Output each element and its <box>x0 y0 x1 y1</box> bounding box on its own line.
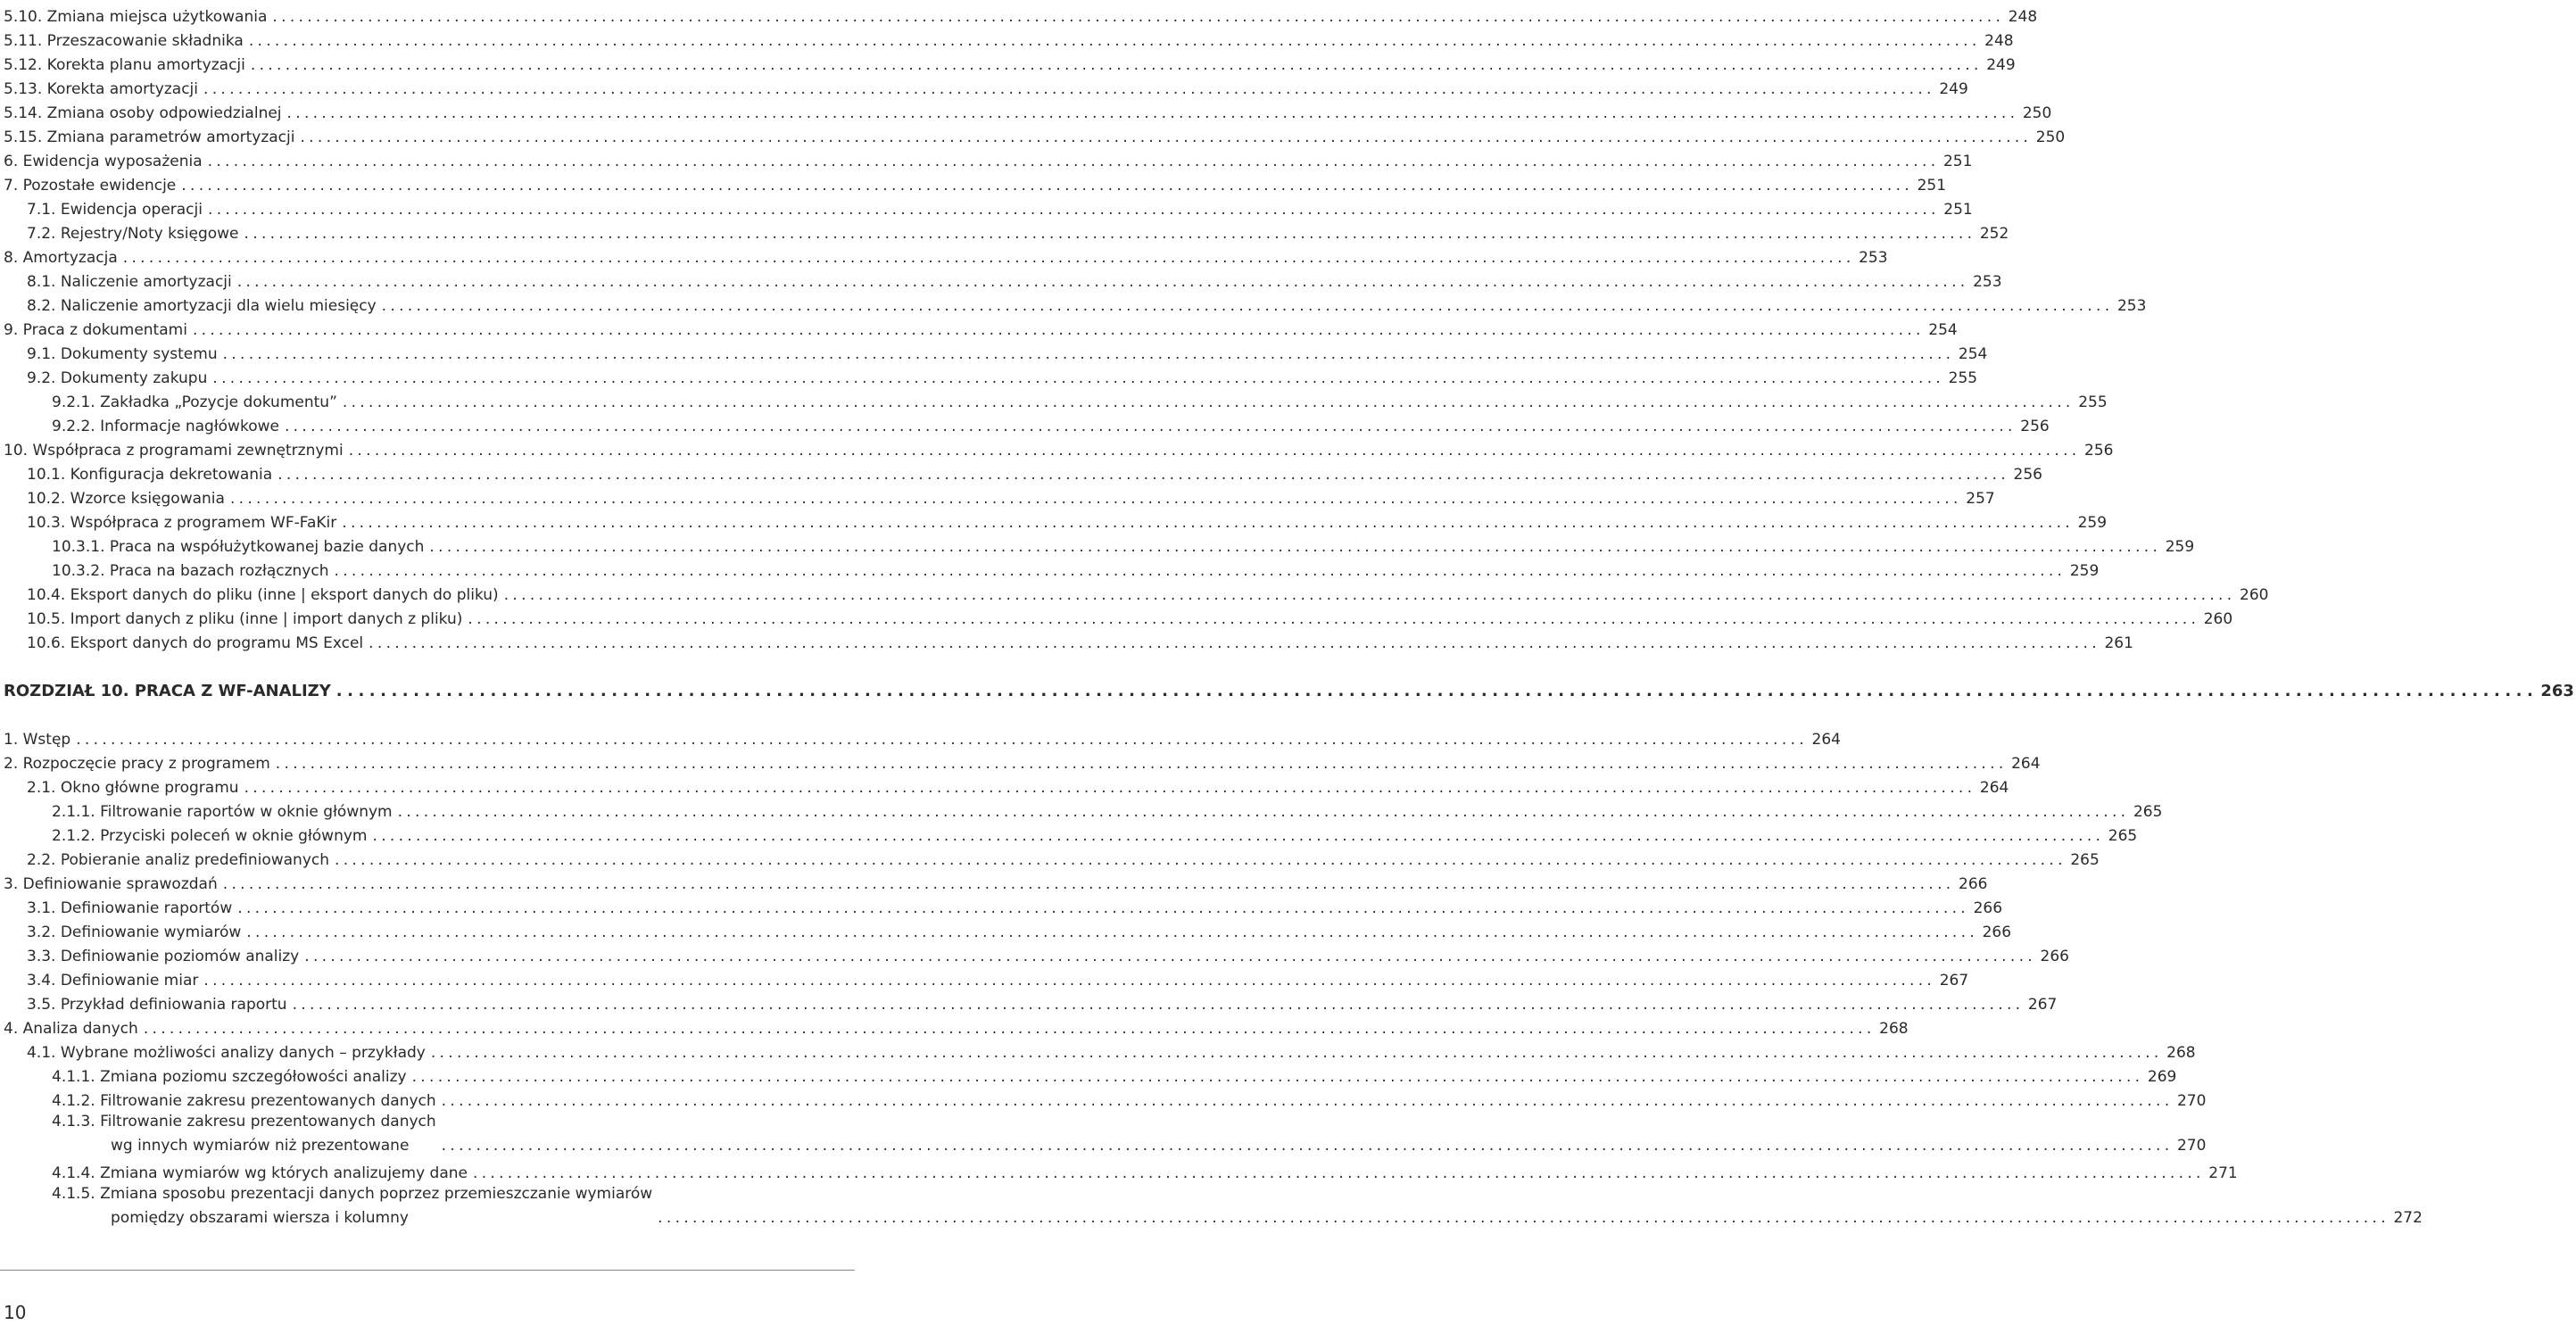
toc-entry-label: 1. Wstęp <box>4 731 71 749</box>
toc-entry <box>0 749 2041 773</box>
dot-leader: ........................................................................................................................................................................................................ <box>244 225 1976 243</box>
toc-entry-page: 249 <box>1986 56 2016 74</box>
toc-entry-label: 5.12. Korekta planu amortyzacji <box>4 56 245 74</box>
toc-entry <box>0 1086 2207 1110</box>
toc-entry-page: 248 <box>2008 8 2038 26</box>
toc-entry <box>0 74 1968 98</box>
toc-entry-page: 261 <box>2104 634 2133 652</box>
toc-entry-label: 2.1.2. Przyciski poleceń w oknie głównym <box>52 827 368 845</box>
toc-entry-label: 9.2. Dokumenty zakupu <box>27 369 208 387</box>
toc-entry <box>0 243 1888 267</box>
toc-entry-page: 250 <box>2035 128 2066 146</box>
toc-entry-label: 3. Definiowanie sprawozdań <box>4 875 218 893</box>
toc-entry-label: 10.3.2. Praca na bazach rozłącznych <box>52 562 329 580</box>
toc-entry-page: 248 <box>1984 32 2014 50</box>
dot-leader: ........................................................................................................................................................................................................ <box>122 249 1855 267</box>
dot-leader: ........................................................................................................................................................................................................ <box>277 466 2009 484</box>
toc-entry-label: 3.2. Definiowanie wymiarów <box>27 923 242 941</box>
dot-leader: ........................................................................................................................................................................................................ <box>292 996 2025 1014</box>
toc-entry-label: 2.1.1. Filtrowanie raportów w oknie głównym <box>52 803 393 821</box>
toc-entry <box>0 773 2009 797</box>
dot-leader: ........................................................................................................................................................................................................ <box>76 731 1808 749</box>
toc-entry-label: 3.3. Definiowanie poziomów analizy <box>27 948 300 965</box>
toc-entry <box>0 1062 2177 1086</box>
dot-leader: ........................................................................................................................................................................................................ <box>441 1092 2174 1110</box>
toc-entry-label: 10.5. Import danych z pliku (inne | import danych z pliku) <box>27 610 463 628</box>
toc-entry-page: 259 <box>2077 514 2108 532</box>
dot-leader: ........................................................................................................................................................................................................ <box>237 899 1970 917</box>
dot-leader: ........................................................................................................................................................................................................ <box>286 104 2019 122</box>
toc-entry <box>0 195 1973 219</box>
toc-entry-page: 255 <box>2078 393 2108 411</box>
toc-entry <box>0 893 2003 917</box>
page-number: 10 <box>4 1302 27 1323</box>
dot-leader: ........................................................................................................................................................................................................ <box>207 201 1940 219</box>
toc-entry <box>0 965 1969 990</box>
toc-entry-page: 268 <box>2166 1044 2196 1062</box>
toc-entry-label: 3.4. Definiowanie miar <box>27 972 199 990</box>
toc-entry <box>0 98 2052 122</box>
toc-entry <box>0 387 2108 411</box>
toc-entry-label: 4. Analiza danych <box>4 1020 138 1038</box>
toc-entry-label: 4.1. Wybrane możliwości analizy danych – przykłady <box>27 1044 426 1062</box>
toc-entry <box>0 1038 2196 1062</box>
dot-leader: ........................................................................................................................................................................................................ <box>441 1137 2174 1155</box>
toc-entry-label: 10.2. Wzorce księgowania <box>27 490 225 508</box>
toc-entry-page: 266 <box>1973 899 2003 917</box>
toc-entry-label: 3.1. Definiowanie raportów <box>27 899 233 917</box>
toc-entry-label-continued: wg innych wymiarów niż prezentowane <box>111 1137 410 1155</box>
toc-entry-label: 9.2.1. Zakładka „Pozycje dokumentu” <box>52 393 337 411</box>
toc-entry-page: 266 <box>2040 948 2069 965</box>
dot-leader: ........................................................................................................................................................................................................ <box>348 442 2081 460</box>
toc-entry-label: 8. Amortyzacja <box>4 249 118 267</box>
dot-leader: ........................................................................................................................................................................................................ <box>381 297 2114 315</box>
dot-leader: ........................................................................................................................................................................................................ <box>300 128 2033 146</box>
toc-entry <box>0 170 1947 195</box>
toc-entry-label: 5.14. Zmiana osoby odpowiedzialnej <box>4 104 282 122</box>
toc-entry <box>0 797 2163 821</box>
toc-entry <box>0 484 1995 508</box>
toc-entry-page: 268 <box>1879 1020 1909 1038</box>
dot-leader: ........................................................................................................................................................................................................ <box>248 32 1981 50</box>
dot-leader: ........................................................................................................................................................................................................ <box>335 851 2067 869</box>
toc-entry-label: 2.2. Pobieranie analiz predefiniowanych <box>27 851 330 869</box>
toc-entry <box>0 917 2012 941</box>
toc-entry-page: 250 <box>2022 104 2052 122</box>
toc-entry-label: 2.1. Okno główne programu <box>27 779 239 797</box>
dot-leader: ........................................................................................................................................................................................................ <box>468 610 2200 628</box>
toc-entry-label: 10. Współpraca z programami zewnętrznymi <box>4 442 344 460</box>
dot-leader: ........................................................................................................................................................................................................ <box>472 1164 2205 1182</box>
toc-entry-label: 2. Rozpoczęcie pracy z programem <box>4 755 270 773</box>
toc-entry-page: 266 <box>1982 923 2012 941</box>
dot-leader: ........................................................................................................................................................................................................ <box>342 514 2075 532</box>
toc-entry-label: 4.1.5. Zmiana sposobu prezentacji danych poprzez przemieszczanie wymiarów <box>52 1185 653 1203</box>
toc-entry <box>0 291 2147 315</box>
toc-entry-page: 252 <box>1979 225 2009 243</box>
toc-entry <box>0 315 1958 339</box>
toc-entry <box>0 435 2114 460</box>
dot-leader: ........................................................................................................................................................................................................ <box>334 562 2067 580</box>
toc-entry-page: 267 <box>2027 996 2058 1014</box>
toc-entry-page: 265 <box>2108 827 2138 845</box>
toc-entry-page: 263 <box>2540 682 2574 700</box>
dot-leader: ........................................................................................................................................................................................................ <box>272 8 2005 26</box>
dot-leader: ........................................................................................................................................................................................................ <box>430 1044 2163 1062</box>
footer-divider <box>0 1270 855 1271</box>
toc-entry <box>0 532 2195 556</box>
toc-entry-page: 260 <box>2240 586 2269 604</box>
toc-entry-page: 256 <box>2020 418 2050 435</box>
toc-entry <box>0 2 2038 26</box>
toc-entry-page: 259 <box>2069 562 2100 580</box>
toc-entry-label: 7.1. Ewidencja operacji <box>27 201 203 219</box>
toc-entry <box>0 869 1988 893</box>
dot-leader: ........................................................................................................................................................................................................ <box>372 827 2105 845</box>
toc-entry <box>0 50 2016 74</box>
dot-leader: ........................................................................................................................................................................................................ <box>192 321 1925 339</box>
dot-leader: ........................................................................................................................................................................................................ <box>284 418 2017 435</box>
toc-entry-page: 256 <box>2013 466 2042 484</box>
dot-leader: ........................................................................................................................................................................................................ <box>335 682 2539 700</box>
dot-leader: ........................................................................................................................................................................................................ <box>203 80 1935 98</box>
toc-entry-label: 8.1. Naliczenie amortyzacji <box>27 273 232 291</box>
toc-entry-page: 266 <box>1959 875 1988 893</box>
toc-entry-label: 5.13. Korekta amortyzacji <box>4 80 198 98</box>
toc-entry-page: 269 <box>2147 1068 2177 1086</box>
chapter-title: ROZDZIAŁ 10. PRACA Z WF-ANALIZY <box>4 682 331 700</box>
dot-leader: ........................................................................................................................................................................................................ <box>229 490 1962 508</box>
dot-leader: ........................................................................................................................................................................................................ <box>429 538 2162 556</box>
toc-entry <box>0 604 2233 628</box>
toc-entry-page: 270 <box>2176 1092 2207 1110</box>
toc-entry-label: 5.10. Zmiana miejsca użytkowania <box>4 8 268 26</box>
toc-entry-page: 271 <box>2208 1164 2238 1182</box>
toc-entry-page: 256 <box>2084 442 2114 460</box>
dot-leader: ........................................................................................................................................................................................................ <box>503 586 2236 604</box>
dot-leader: ........................................................................................................................................................................................................ <box>411 1068 2144 1086</box>
toc-entry-page: 253 <box>1973 273 2002 291</box>
dot-leader: ........................................................................................................................................................................................................ <box>181 177 1914 195</box>
toc-entry-page: 255 <box>1948 369 1978 387</box>
toc-entry-page: 272 <box>2393 1209 2423 1227</box>
toc-entry-label-continued: pomiędzy obszarami wiersza i kolumny <box>111 1209 409 1227</box>
toc-chapter-heading <box>0 676 2574 700</box>
dot-leader: ........................................................................................................................................................................................................ <box>246 923 1979 941</box>
toc-entry-label: 9. Praca z dokumentami <box>4 321 187 339</box>
toc-entry <box>0 26 2014 50</box>
dot-leader: ........................................................................................................................................................................................................ <box>222 875 1955 893</box>
toc-entry-label: 5.15. Zmiana parametrów amortyzacji <box>4 128 295 146</box>
toc-entry <box>0 580 2269 604</box>
toc-entry-page: 264 <box>2011 755 2041 773</box>
toc-entry <box>0 821 2138 845</box>
toc-entry-label: 9.2.2. Informacje nagłówkowe <box>52 418 279 435</box>
dot-leader: ........................................................................................................................................................................................................ <box>244 779 1976 797</box>
toc-entry-page: 251 <box>1942 153 1973 170</box>
toc-entry-label: 7.2. Rejestry/Noty księgowe <box>27 225 239 243</box>
toc-entry-label: 10.3.1. Praca na współużytkowanej bazie danych <box>52 538 425 556</box>
dot-leader: ........................................................................................................................................................................................................ <box>342 393 2075 411</box>
toc-entry <box>0 267 2002 291</box>
toc-entry <box>0 628 2133 652</box>
toc-entry <box>0 556 2100 580</box>
toc-entry-page: 259 <box>2165 538 2195 556</box>
toc-entry <box>0 146 1973 170</box>
dot-leader: ........................................................................................................................................................................................................ <box>203 972 1936 990</box>
toc-entry-page: 254 <box>1928 321 1958 339</box>
toc-entry-page: 251 <box>1917 177 1947 195</box>
dot-leader: ........................................................................................................................................................................................................ <box>397 803 2130 821</box>
toc-entry <box>0 941 2069 965</box>
toc-entry-label: 8.2. Naliczenie amortyzacji dla wielu miesięcy <box>27 297 377 315</box>
dot-leader: ........................................................................................................................................................................................................ <box>369 634 2100 652</box>
toc-entry <box>0 1014 1909 1038</box>
toc-entry-label: 6. Ewidencja wyposażenia <box>4 153 203 170</box>
toc-entry-label: 4.1.4. Zmiana wymiarów wg których analizujemy dane <box>52 1164 468 1182</box>
toc-entry-page: 260 <box>2203 610 2233 628</box>
toc-entry <box>0 122 2066 146</box>
toc-entry <box>0 990 2058 1014</box>
toc-entry-label: 4.1.2. Filtrowanie zakresu prezentowanych danych <box>52 1092 436 1110</box>
toc-entry-page: 254 <box>1958 345 1988 363</box>
dot-leader: ........................................................................................................................................................................................................ <box>222 345 1955 363</box>
dot-leader: ........................................................................................................................................................................................................ <box>275 755 2008 773</box>
dot-leader: ........................................................................................................................................................................................................ <box>207 153 1940 170</box>
toc-entry-label: 10.1. Konfiguracja dekretowania <box>27 466 273 484</box>
toc-entry <box>0 725 1841 749</box>
toc-entry-label: 10.6. Eksport danych do programu MS Excel <box>27 634 364 652</box>
dot-leader: ........................................................................................................................................................................................................ <box>304 948 2036 965</box>
toc-entry-page: 257 <box>1966 490 1995 508</box>
toc-entry <box>0 1158 2238 1182</box>
toc-entry-page: 253 <box>1859 249 1888 267</box>
toc-entry <box>0 460 2042 484</box>
toc-entry <box>0 1182 2423 1230</box>
toc-entry <box>0 219 2009 243</box>
toc-entry-page: 253 <box>2116 297 2147 315</box>
toc-entry <box>0 845 2100 869</box>
toc-entry-page: 264 <box>1811 731 1841 749</box>
toc-entry-page: 270 <box>2176 1137 2207 1155</box>
toc-entry <box>0 363 1978 387</box>
toc-entry <box>0 339 1988 363</box>
toc-entry-label: 9.1. Dokumenty systemu <box>27 345 218 363</box>
toc-entry-page: 267 <box>1939 972 1969 990</box>
toc-entry-page: 265 <box>2070 851 2100 869</box>
toc-entry-label: 10.4. Eksport danych do pliku (inne | eksport danych do pliku) <box>27 586 499 604</box>
dot-leader: ........................................................................................................................................................................................................ <box>143 1020 1876 1038</box>
toc-entry-page: 249 <box>1939 80 1968 98</box>
toc-entry <box>0 508 2108 532</box>
toc-entry-page: 251 <box>1943 201 1973 219</box>
dot-leader: ........................................................................................................................................................................................................ <box>236 273 1969 291</box>
toc-entry-label: 5.11. Przeszacowanie składnika <box>4 32 244 50</box>
dot-leader: ........................................................................................................................................................................................................ <box>250 56 1983 74</box>
toc-entry-page: 265 <box>2133 803 2163 821</box>
toc-entry <box>0 1110 2207 1158</box>
dot-leader: ........................................................................................................................................................................................................ <box>658 1209 2390 1227</box>
toc-entry-page: 264 <box>1979 779 2009 797</box>
toc-entry <box>0 411 2050 435</box>
toc-entry-label: 7. Pozostałe ewidencje <box>4 177 177 195</box>
toc-entry-label: 4.1.3. Filtrowanie zakresu prezentowanych danych <box>52 1113 436 1130</box>
toc-entry-label: 4.1.1. Zmiana poziomu szczegółowości analizy <box>52 1068 407 1086</box>
dot-leader: ........................................................................................................................................................................................................ <box>212 369 1945 387</box>
toc-entry-label: 3.5. Przykład definiowania raportu <box>27 996 287 1014</box>
toc-entry-label: 10.3. Współpraca z programem WF-FaKir <box>27 514 337 532</box>
